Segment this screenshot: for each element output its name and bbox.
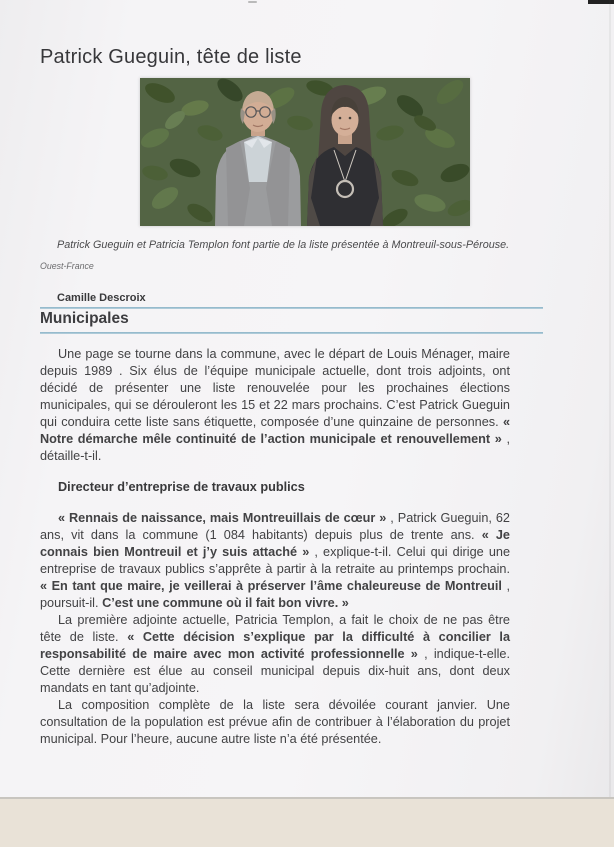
scan-edge-shadow	[609, 0, 611, 797]
article-photo	[140, 78, 470, 226]
quote-text: « Cette décision s’explique par la difficulté à concilier la responsabilité de maire avec mon activité professionnelle »	[40, 630, 511, 661]
scan-artifact-dash	[248, 1, 257, 3]
article-body	[40, 346, 510, 748]
byline-divider	[40, 307, 543, 309]
photo-illustration	[140, 78, 470, 226]
body-text: La composition complète de la liste sera dévoilée courant janvier. Une consultation de la population est prévue afin de contribuer à l’élaboration du projet municipal. Pour l’heure, aucune autre liste n’a été présentée.	[40, 698, 510, 746]
page-title: Patrick Gueguin, tête de liste	[40, 46, 302, 69]
scan-background-strip	[0, 797, 614, 847]
quote-text: « Rennais de naissance, mais Montreuillais de cœur »	[58, 511, 387, 525]
body-text: La première adjointe actuelle, Patricia Templon, a fait le choix de ne pas être tête de liste.	[40, 613, 510, 644]
body-text: , Patrick Gueguin, 62 ans, vit dans la commune (1 084 habitants) depuis plus de trente ans.	[40, 511, 510, 542]
article-subhead: Directeur d’entreprise de travaux publics	[58, 480, 305, 494]
quote-text: « Je connais bien Montreuil et j’y suis attaché »	[40, 528, 510, 559]
article-paragraph	[40, 510, 510, 612]
article-paragraph	[40, 612, 510, 697]
section-divider	[40, 332, 543, 334]
quote-text: C’est une commune où il fait bon vivre. »	[102, 596, 349, 610]
body-text: , explique-t-il. Celui qui dirige une entreprise de travaux publics s’apprête à partir à la retraite au printemps prochain.	[40, 545, 510, 576]
article-paragraph	[40, 697, 510, 748]
body-text: Une page se tourne dans la commune, avec le départ de Louis Ménager, maire depuis 1989 . Six élus de l’équipe municipale actuelle, dont trois adjoints, ont décidé de présenter une liste renouvelée pour les prochaines élections municipales, qui se dérouleront les 15 et 22 mars prochains. C’est Patrick Gueguin qui conduira cette liste sans étiquette, composée d’une quinzaine de personnes.	[40, 347, 510, 429]
quote-text: « En tant que maire, je veillerai à préserver l’âme chaleureuse de Montreuil	[40, 579, 502, 593]
section-title: Municipales	[40, 310, 129, 327]
body-text: , poursuit-il.	[40, 579, 510, 610]
body-text: , détaille-t-il.	[40, 432, 510, 463]
article-paragraph	[40, 346, 510, 465]
quote-text: « Notre démarche mêle continuité de l’action municipale et renouvellement »	[40, 415, 510, 446]
author-byline: Camille Descroix	[57, 292, 146, 304]
body-text: , indique-t-elle. Cette dernière est élue au conseil municipal depuis dix-huit ans, dont deux mandats en tant qu’adjointe.	[40, 647, 510, 695]
photo-caption: Patrick Gueguin et Patricia Templon font partie de la liste présentée à Montreuil-sous-Pérouse.	[57, 239, 510, 251]
photo-source-credit: Ouest-France	[40, 261, 94, 271]
